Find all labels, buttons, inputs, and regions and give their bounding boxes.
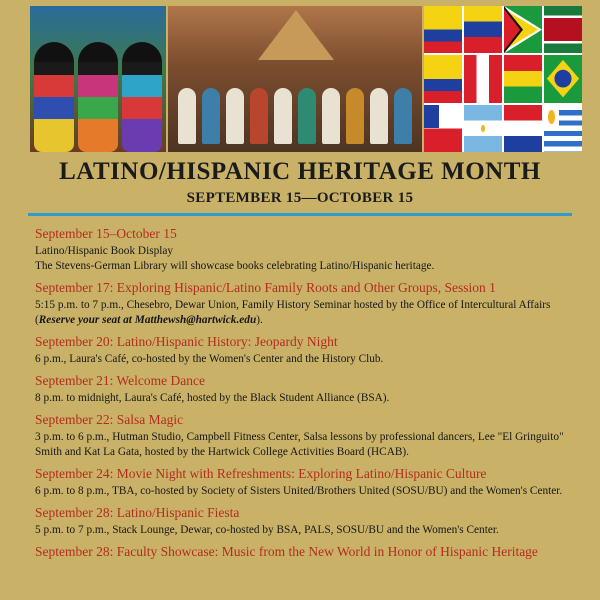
event-title: September 20: Latino/Hispanic History: Jeopardy Night [35,334,338,349]
flags-grid [424,6,582,152]
event-item [35,279,565,328]
event-item [35,225,565,274]
event-title: September 28: Latino/Hispanic Fiesta [35,505,240,520]
event-item [35,543,565,560]
divider [28,213,572,216]
event-title: September 21: Welcome Dance [35,373,205,388]
argentina-flag [464,105,502,152]
chile-flag [424,105,462,152]
suriname-flag [544,6,582,53]
paraguay-flag [504,105,542,152]
folklorico-dancers-photo [30,6,166,152]
guyana-flag [504,6,542,53]
header-banner [30,6,582,152]
colombia-flag [424,6,462,53]
event-description: 3 p.m. to 6 p.m., Hutman Studio, Campbell Fitness Center, Salsa lessons by professional dancers, Lee "El Gringuito" Smith and Kat La Gata, hosted by the Hartwick College Activities Board (HCAB). [35,431,564,458]
event-description: 5 p.m. to 7 p.m., Stack Lounge, Dewar, co-hosted by BSA, PALS, SOSU/BU and the Women's Center. [35,524,499,536]
event-description: The Stevens-German Library will showcase books celebrating Latino/Hispanic heritage. [35,260,435,272]
event-item [35,411,565,460]
page-title: LATINO/HISPANIC HERITAGE MONTH [59,158,541,185]
event-description: 6 p.m. to 8 p.m., TBA, co-hosted by Society of Sisters United/Brothers United (SOSU/BU) and the Women's Center. [35,485,563,497]
peru-flag [464,55,502,102]
events-list [35,225,565,560]
event-description: 6 p.m., Laura's Café, co-hosted by the Women's Center and the History Club. [35,353,384,365]
event-title: September 15–October 15 [35,226,177,241]
bolivia-flag [504,55,542,102]
event-title: September 28: Faculty Showcase: Music from the New World in Honor of Hispanic Heritage [35,544,538,559]
event-title: September 17: Exploring Hispanic/Latino Family Roots and Other Groups, Session 1 [35,280,496,295]
venezuela-flag [464,6,502,53]
event-item [35,333,565,367]
reserve-email: Reserve your seat at Matthewsh@hartwick.edu [38,314,257,326]
event-item [35,504,565,538]
date-range: SEPTEMBER 15—OCTOBER 15 [186,190,414,206]
event-subtitle: Latino/Hispanic Book Display [35,245,174,257]
uruguay-flag [544,105,582,152]
ecuador-flag [424,55,462,102]
brazil-flag [544,55,582,102]
event-title: September 22: Salsa Magic [35,412,184,427]
event-description: 8 p.m. to midnight, Laura's Café, hosted by the Black Student Alliance (BSA). [35,392,390,404]
event-item [35,465,565,499]
event-description: 5:15 p.m. to 7 p.m., Chesebro, Dewar Union, Family History Seminar hosted by the Office of Intercultural Affairs (Reserve your seat at Matthewsh@hartwick.edu). [35,299,551,326]
event-item [35,372,565,406]
mural-photo [168,6,422,152]
event-title: September 24: Movie Night with Refreshments: Exploring Latino/Hispanic Culture [35,466,487,481]
